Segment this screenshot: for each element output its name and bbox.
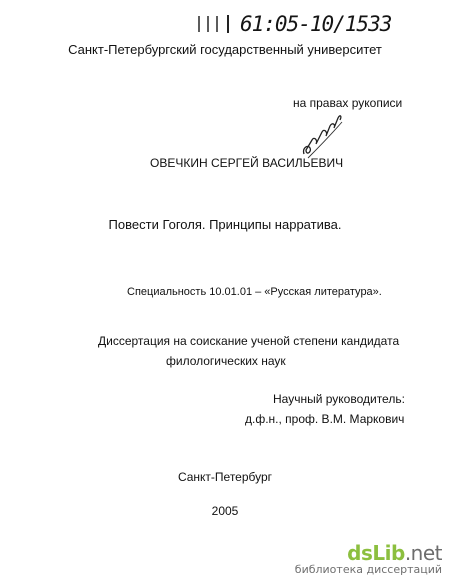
specialty: Специальность 10.01.01 – «Русская литература». (127, 286, 382, 298)
year: 2005 (211, 504, 239, 518)
watermark-tagline: библиотека диссертаций (294, 563, 442, 576)
stamp-marks (197, 13, 242, 35)
supervisor-name: д.ф.н., проф. В.М. Маркович (245, 412, 405, 426)
university-name: Санкт-Петербургский государственный университет (68, 42, 382, 57)
thesis-title: Повести Гоголя. Принципы нарратива. (108, 217, 342, 232)
author-name: ОВЕЧКИН СЕРГЕЙ ВАСИЛЬЕВИЧ (150, 156, 344, 170)
archive-number: 61:05-10/1533 (240, 12, 392, 36)
city: Санкт-Петербург (177, 470, 273, 484)
watermark-logo: dsLib.net (347, 541, 442, 565)
manuscript-rights: на правах рукописи (293, 96, 403, 110)
watermark (295, 541, 442, 576)
dissertation-line-2: филологических наук (166, 354, 286, 368)
dissertation-line-1: Диссертация на соискание ученой степени кандидата (98, 334, 400, 348)
handwritten-signature (298, 110, 346, 162)
supervisor-label: Научный руководитель: (273, 392, 405, 406)
